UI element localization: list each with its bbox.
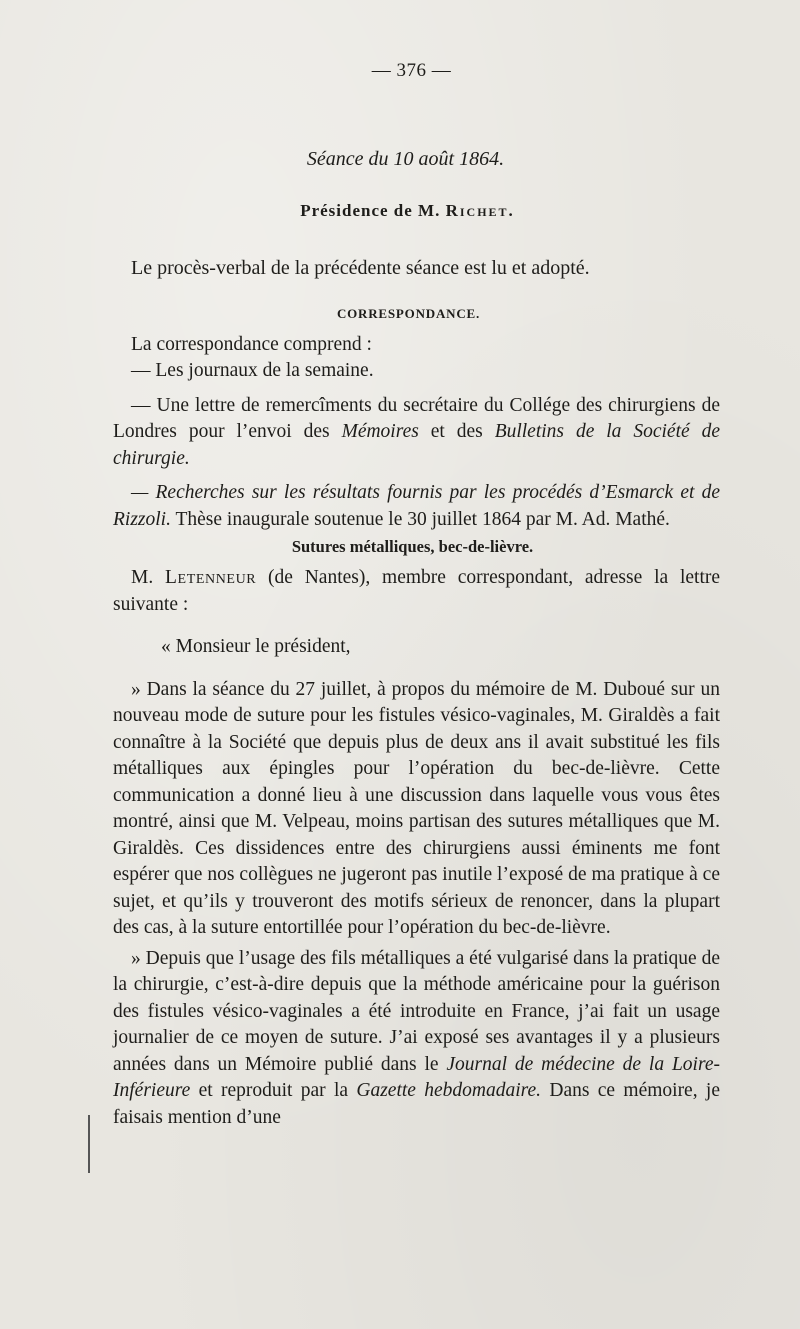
paragraph-2-text-c: Dans ce mémoire, je faisais mention d’une [113,1080,720,1128]
letter-salutation: « Monsieur le président, [161,636,351,657]
minutes-adopted-paragraph: Le procès-verbal de la précédente séance est lu et adopté. [131,257,590,279]
page-number: — 376 — [371,60,452,81]
margin-rule [88,1115,90,1173]
thesis-details: Thèse inaugurale soutenue le 30 juillet 1864 par M. Ad. Mathé. [170,508,670,530]
gazette-title: Gazette hebdomadaire. [356,1080,542,1101]
thank-you-letter-paragraph [113,393,720,473]
letter-text-a: — Une lettre de remercîments du secrétaire du Collége des chirurgiens de Londres pour l’envoi des [113,394,720,442]
correspondence-journals: — Les journaux de la semaine. [131,360,374,381]
thesis-paragraph [113,480,720,533]
paragraph-2-text-b: et reproduit par la [190,1080,357,1101]
letenneur-name: Letenneur [165,567,257,588]
presidency-line [95,201,720,221]
memoires-title: Mémoires [341,421,419,442]
letter-text-b: et des [418,421,495,442]
thesis-title: — Recherches sur les résultats fournis par les procédés d’Esmarck et de Rizzoli. [113,482,720,530]
sutures-heading: Sutures métalliques, bec-de-lièvre. [291,537,534,556]
president-name: Richet. [445,201,515,220]
correspondence-intro: La correspondance comprend : [131,333,372,355]
correspondence-heading: CORRESPONDANCE. [336,305,481,321]
page-content [113,60,720,1131]
journal-title: Journal de médecine de la Loire-Inférieure [113,1053,720,1101]
session-date-heading: Séance du 10 août 1864. [306,148,505,170]
bulletins-title: Bulletins de la Société de chirurgie. [113,421,720,469]
letter-paragraph-1: » Dans la séance du 27 juillet, à propos du mémoire de M. Duboué sur un nouveau mode de suture pour les fistules vésico-vaginales, M. Giraldès a fait connaître à la Société que depuis plus de deux ans il avait substitué les fils métalliques aux épingles pour l’opération du bec-de-lièvre. Cette communication a donné lieu à une discussion dans laquelle vous vous êtes montré, ainsi que M. Velpeau, moins partisan des sutures métalliques que M. Giraldès. Ces dissidences entre des chirurgiens aussi éminents me font espérer que nos collègues ne jugeront pas inutile l’exposé de ma pratique à ce sujet, et qu’ils y trouveront des motifs sérieux de renoncer, dans la plupart des cas, à la suture entortillée pour l’opération du bec-de-lièvre. [113,678,720,938]
presidency-prefix: Présidence de M. [300,201,441,220]
letenneur-rest: (de Nantes), membre correspondant, adresse la lettre suivante : [113,567,721,615]
letenneur-intro-paragraph [113,565,720,618]
paragraph-2-text-a: » Depuis que l’usage des fils métalliques a été vulgarisé dans la pratique de la chirurgie, c’est-à-dire depuis que la méthode américaine pour la guérison des fistules vésico-vaginales a été introduite en France, j’ai fait un usage journalier de ce moyen de suture. J’ai exposé ses avantages il y a plusieurs années dans un Mémoire publié dans le [113,947,720,1075]
letter-paragraph-2 [113,946,720,1132]
letenneur-prefix: M. [131,567,166,588]
